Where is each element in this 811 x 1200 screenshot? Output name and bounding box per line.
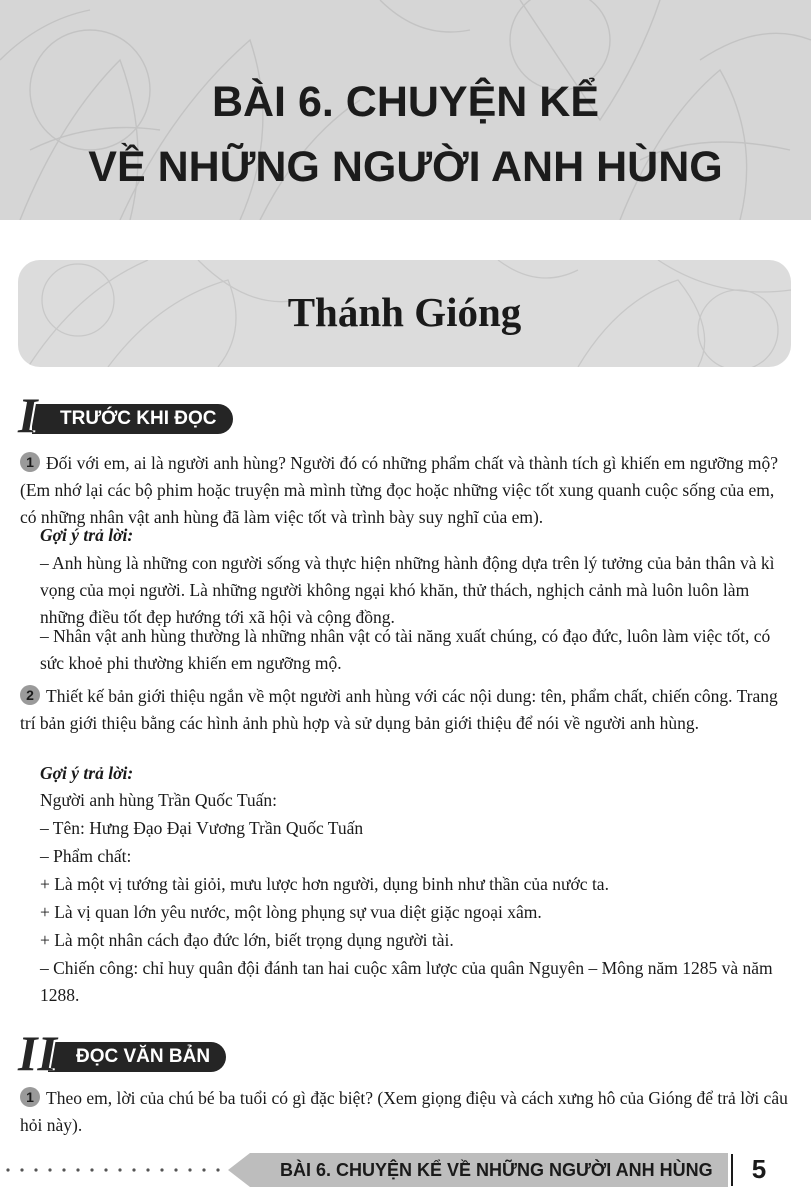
answer-line: – Phẩm chất: (40, 846, 132, 866)
section-heading-bar (48, 1042, 226, 1072)
lesson-title-line-1: BÀI 6. CHUYỆN KỂ (211, 78, 600, 126)
lesson-banner (0, 0, 811, 220)
section-heading-title: TRƯỚC KHI ĐỌC (60, 408, 217, 429)
question-number-badge: 2 (20, 685, 40, 705)
question-1 (20, 450, 790, 531)
answer-line: Người anh hùng Trần Quốc Tuấn: (40, 790, 278, 810)
page-footer (0, 1150, 811, 1190)
hint-label: Gợi ý trả lời: (40, 525, 134, 545)
question-text: Thiết kế bản giới thiệu ngắn về một người anh hùng với các nội dung: tên, phẩm chất, chiến công. Trang trí bản giới thiệu bằng các hình ảnh phù hợp và sử dụng bản giới thiệu để nói về người anh hùng. (20, 686, 778, 733)
answer-line: + Là một vị tướng tài giỏi, mưu lược hơn người, dụng binh như thần của nước ta. (40, 874, 609, 894)
section-heading-reading-text (18, 1025, 238, 1081)
lesson-title-line-2: VỀ NHỮNG NGƯỜI ANH HÙNG (88, 143, 723, 191)
question-2 (20, 683, 790, 737)
question-text: Theo em, lời của chú bé ba tuổi có gì đặc biệt? (Xem giọng điệu và cách xưng hô của Gióng để trả lời câu hỏi này). (20, 1088, 788, 1135)
answer-line: + Là vị quan lớn yêu nước, một lòng phụng sự vua diệt giặc ngoại xâm. (40, 902, 542, 922)
footer-lesson-title: BÀI 6. CHUYỆN KỂ VỀ NHỮNG NGƯỜI ANH HÙNG (280, 1160, 713, 1180)
question-number-badge: 1 (20, 1087, 40, 1107)
answer-line: – Chiến công: chỉ huy quân đội đánh tan hai cuộc xâm lược của quân Nguyên – Mông năm 1285 và năm 1288. (40, 958, 773, 1005)
question-1 (20, 1085, 790, 1139)
story-title-box (18, 260, 791, 367)
question-text: Đối với em, ai là người anh hùng? Người đó có những phẩm chất và thành tích gì khiến em ngưỡng mộ? (Em nhớ lại các bộ phim hoặc truyện mà mình từng đọc hoặc những việc tốt xung quanh cuộc sống của em, có những nhân vật anh hùng đã làm việc tốt và trình bày suy nghĩ của em). (20, 453, 779, 527)
section-numeral: I (18, 387, 38, 443)
hint-label: Gợi ý trả lời: (40, 763, 134, 783)
answer-line: + Là một nhân cách đạo đức lớn, biết trọng dụng người tài. (40, 930, 454, 950)
page-number: 5 (751, 1154, 767, 1184)
question-number-badge: 1 (20, 452, 40, 472)
section-heading-bar (32, 404, 233, 434)
answer-paragraph: – Anh hùng là những con người sống và thực hiện những hành động dựa trên lý tưởng của bản thân và kì vọng của mọi người. Là những người không ngại khó khăn, thử thách, nghịch cảnh mà luôn luôn làm những điều tốt đẹp hướng tới xã hội và cộng đồng. (40, 553, 775, 627)
section-heading-before-reading (18, 387, 218, 443)
answer-paragraph: – Nhân vật anh hùng thường là những nhân vật có tài năng xuất chúng, có đạo đức, luôn làm việc tốt, có sức khoẻ phi thường khiến em ngưỡng mộ. (40, 626, 771, 673)
section-heading-title: ĐỌC VĂN BẢN (76, 1046, 211, 1067)
answer-line: – Tên: Hưng Đạo Đại Vương Trần Quốc Tuấn (40, 818, 364, 838)
section-numeral: II (18, 1025, 57, 1081)
story-title: Thánh Gióng (287, 289, 522, 335)
